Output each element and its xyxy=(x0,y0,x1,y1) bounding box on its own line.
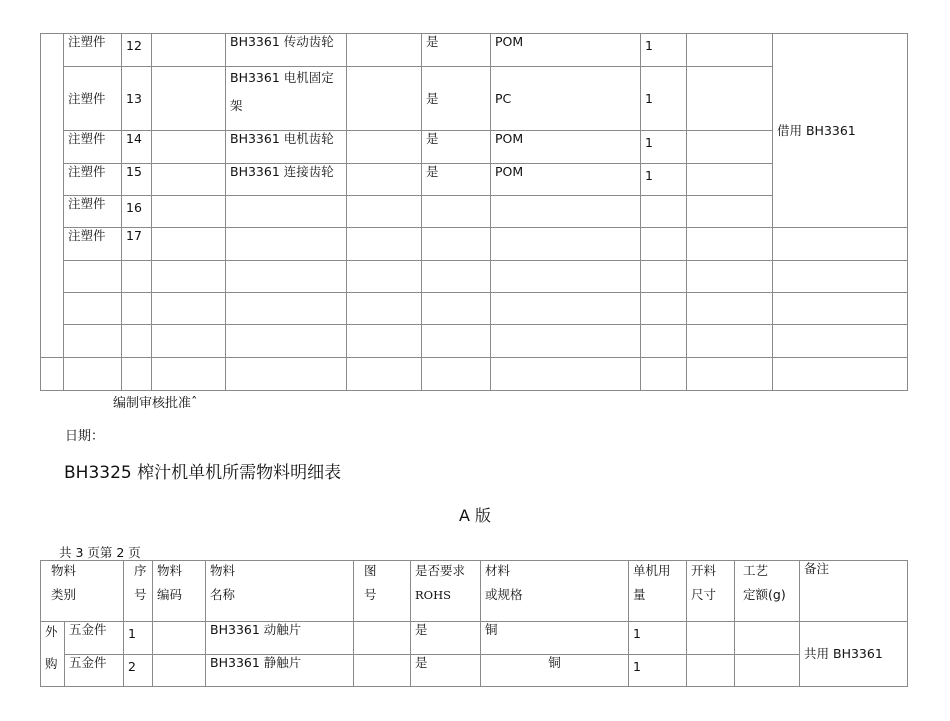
material-cell: POM xyxy=(491,131,641,164)
name-cell: BH3361 动触片 xyxy=(206,622,354,655)
header-cut: 开料 尺寸 xyxy=(687,561,735,622)
qty-cell: 1 xyxy=(641,164,687,196)
seq-cell: 16 xyxy=(122,196,152,228)
material-cell: 铜 xyxy=(481,655,629,687)
name-cell: BH3361 静触片 xyxy=(206,655,354,687)
material-cell: 铜 xyxy=(481,622,629,655)
table-row xyxy=(41,655,908,687)
signature-line: 编制审核批准ˆ xyxy=(113,396,198,411)
material-table-continued xyxy=(40,33,908,358)
remark-cell: 共用 BH3361 xyxy=(800,622,908,687)
rohs-cell: 是 xyxy=(422,67,491,131)
name-cell xyxy=(226,67,347,131)
rohs-cell: 是 xyxy=(422,131,491,164)
category-cell: 五金件 xyxy=(65,655,124,687)
rohs-cell: 是 xyxy=(422,34,491,67)
table-row xyxy=(41,325,908,358)
seq-cell: 15 xyxy=(122,164,152,196)
material-table xyxy=(40,560,908,687)
header-remark: 备注 xyxy=(800,561,908,622)
version-label: A 版 xyxy=(459,506,492,525)
header-row xyxy=(41,561,908,622)
category-cell: 注塑件 xyxy=(64,34,122,67)
qty-cell: 1 xyxy=(641,67,687,131)
category-cell: 注塑件 xyxy=(64,164,122,196)
rohs-cell: 是 xyxy=(411,622,481,655)
seq-cell: 1 xyxy=(124,622,153,655)
seq-cell: 12 xyxy=(122,34,152,67)
table-row xyxy=(41,293,908,325)
date-label: 日期： xyxy=(65,429,105,444)
seq-cell: 13 xyxy=(122,67,152,131)
table-row xyxy=(41,228,908,261)
header-qty: 单机用 量 xyxy=(629,561,687,622)
category-cell: 注塑件 xyxy=(64,228,122,261)
name-cell: BH3361 电机齿轮 xyxy=(226,131,347,164)
header-drawing: 图 号 xyxy=(354,561,411,622)
qty-cell: 1 xyxy=(629,655,687,687)
qty-cell: 1 xyxy=(641,131,687,164)
category-cell: 注塑件 xyxy=(64,67,122,131)
category-cell: 注塑件 xyxy=(64,131,122,164)
seq-cell: 17 xyxy=(122,228,152,261)
material-cell: POM xyxy=(491,164,641,196)
table-footer-row xyxy=(40,357,908,391)
name-line-1: BH3361 电机固定 xyxy=(230,70,334,85)
header-code: 物料 编码 xyxy=(153,561,206,622)
header-process: 工艺 定额(g) xyxy=(735,561,800,622)
name-cell: BH3361 连接齿轮 xyxy=(226,164,347,196)
category-cell: 五金件 xyxy=(65,622,124,655)
seq-cell: 2 xyxy=(124,655,153,687)
seq-cell: 14 xyxy=(122,131,152,164)
material-cell: PC xyxy=(491,67,641,131)
document-title: BH3325 榨汁机单机所需物料明细表 xyxy=(64,463,342,483)
name-line-2: 架 xyxy=(230,98,243,113)
group-cell xyxy=(41,34,64,358)
remark-cell: 借用 BH3361 xyxy=(773,34,908,228)
group-cell: 外 购 xyxy=(41,622,65,687)
table-row xyxy=(41,34,908,67)
name-cell: BH3361 传动齿轮 xyxy=(226,34,347,67)
material-cell: POM xyxy=(491,34,641,67)
page-info: 共 3 页第 2 页 xyxy=(59,545,141,560)
qty-cell: 1 xyxy=(641,34,687,67)
header-name: 物料 名称 xyxy=(206,561,354,622)
header-material: 材料 或规格 xyxy=(481,561,629,622)
header-rohs: 是否要求 ROHS xyxy=(411,561,481,622)
category-cell: 注塑件 xyxy=(64,196,122,228)
table-row xyxy=(41,261,908,293)
header-seq: 序 号 xyxy=(124,561,153,622)
table-row xyxy=(41,622,908,655)
rohs-cell: 是 xyxy=(411,655,481,687)
qty-cell: 1 xyxy=(629,622,687,655)
header-category: 物料 类别 xyxy=(41,561,124,622)
rohs-cell: 是 xyxy=(422,164,491,196)
